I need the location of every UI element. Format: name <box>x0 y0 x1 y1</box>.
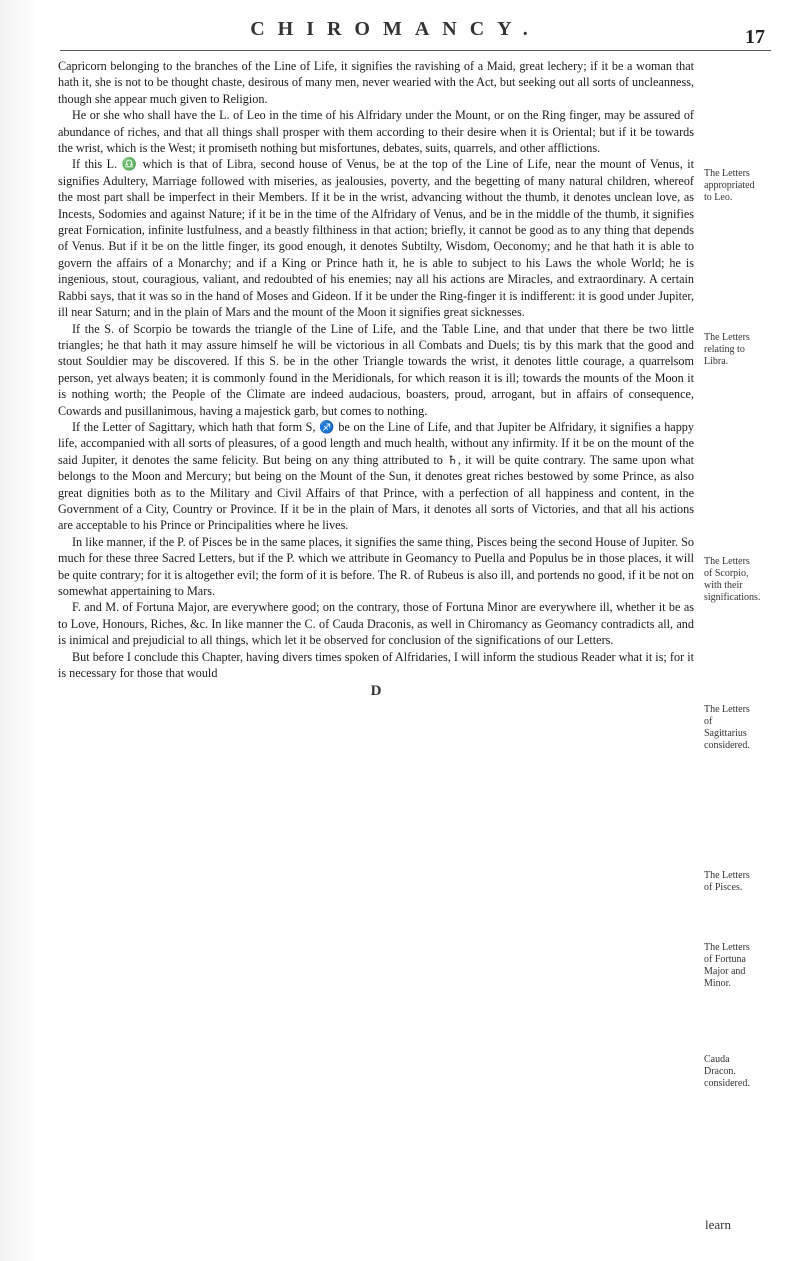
paragraph-pisces: In like manner, if the P. of Pisces be in the same places, it signifies the same thing, Pisces being the second House of Jupiter. So much for these three Sacred Letters, but if the P. which we attribute in Geomancy to Puella and Populus be in those places, it will be quite contrary; for it is altogether evil; the form of it is before. The R. of Rubeus is also ill, and portends no good, if it be not on somewhat appertaining to Mars. <box>58 534 694 598</box>
paragraph-fortuna: F. and M. of Fortuna Major, are everywhere good; on the contrary, those of Fortuna Minor are everywhere ill, whether it be as to Love, Honours, Riches, &c. In like manner the C. of Cauda Draconis, as well in Chiromancy as Geomancy contradicts all, and is inimical and prejudicial to all things, which let it be observed for conclusion of the significations of our Letters. <box>58 600 694 648</box>
margin-note-fortuna: The Letters of Fortuna Major and Minor. <box>704 942 750 989</box>
margin-note-cauda-draconis: Cauda Dracon. considered. <box>704 1054 750 1089</box>
margin-note-libra: The Letters relating to Libra. <box>704 332 750 367</box>
margin-note-leo: The Letters appropriated to Leo. <box>704 168 755 203</box>
signature-mark: D <box>370 683 382 700</box>
catchword: learn <box>705 1217 731 1232</box>
paragraph-capricorn: Capricorn belonging to the branches of the Line of Life, it signifies the ravishing of a Maid, great lechery; if it be a woman that hath it, she is not to be thought chaste, desirous of many men, never wearied with the Act, but seeking out all sorts of uncleanness, though she appear much given to Religion. <box>58 59 694 106</box>
margin-column <box>704 58 761 1090</box>
running-head <box>60 10 771 51</box>
running-title: CHIROMANCY. <box>250 18 541 40</box>
paragraph-libra: If this L. ♎ which is that of Libra, second house of Venus, be at the top of the Line of Life, near the mount of Venus, it signifies Adultery, Marriage followed with miseries, as jealousies, poverty, and the begetting of many natural children, whereof the most part shall be imperfect in their Members. If it be in the wrist, advancing without the thumb, it denotes unclean love, as Incests, Sodomies and against Nature; if it be in the time of the Alfridary of Venus, and be in the middle of the thumb, it signifies great Fornication, infinite lustfulness, and a beastly filthiness in that action; briefly, it cannot be good as to any thing that depends of Venus. But if it be on the little finger, its good enough, it denotes Subtilty, Wisdom, Oeconomy; and he that hath it is able to govern the affairs of a Monarchy; and if a King or Prince hath it, he is able to subject to his Laws the whole World; he is ingenious, stout, couragious, valiant, and redoubted of his enemies; nay all his actions are Miracles, and extraordinary. A certain Rabbi says, that it was so in the hand of Moses and Gideon. If it be under the Ring-finger it is indifferent: it is good under Jupiter, ill near Saturn; and in the plain of Mars and the mount of the Moon it signifies great sicknesses. <box>58 157 694 320</box>
paragraph-scorpio: If the S. of Scorpio be towards the triangle of the Line of Life, and the Table Line, and that under that there be two little triangles; he that hath it may assure himself he will be victorious in all Combats and Duels; tis by this mark that the good and stout Souldier may be discovered. If this S. be in the other Triangle towards the wrist, it denotes little courage, a quarrelsom person, yet always beaten; it is commonly found in the Meridionals, for which reason it is ill; towards the mounts of the Moon it is nothing worth; the People of the Climate are indeed audacious, boasters, proud, arrogant, but in affairs of consequence, Cowards and pusillanimous, having a majestick garb, but comes to nothing. <box>58 321 694 418</box>
margin-note-pisces: The Letters of Pisces. <box>704 870 750 893</box>
paragraph-leo: He or she who shall have the L. of Leo in the time of his Alfridary under the Mount, or on the Ring finger, may be assured of abundance of riches, and that all things shall prosper with them according to their desire when it is Oriental; but if it be towards the wrist, which is the West; it promiseth nothing but misfortunes, debates, suits, quarrels, and other afflictions. <box>58 108 694 156</box>
margin-note-sagittarius: The Letters of Sagittarius considered. <box>704 704 750 751</box>
margin-note-scorpio: The Letters of Scorpio, with their significations. <box>704 556 761 603</box>
paragraph-sagittary: If the Letter of Sagittary, which hath that form S, ♐ be on the Line of Life, and that Jupiter be Alfridary, it signifies a happy life, accompanied with all sorts of pleasures, of a good length and much health, without any infirmity. If it be on the mount of the said Jupiter, it denotes the same felicity. But being on any thing attributed to ♄, it will be quite contrary. The same upon what belongs to the Moon and Mercury; but being on the Mount of the Sun, it denotes great riches bestowed by some Prince, as also great dignities both as to the Military and Civil Affairs of that Prince, with a perfection of all happiness and content, in the Government of a City, Country or Province. If it be in the plain of Mars, it denotes all sorts of Victories, and that all his actions are acceptable to his Prince or Principalities where he lives. <box>58 419 694 533</box>
paragraph-alfridaries: But before I conclude this Chapter, having divers times spoken of Alfridaries, I will inform the studious Reader what it is; for it is necessary for those that would <box>58 649 694 681</box>
text-block <box>58 58 779 1090</box>
main-column <box>58 58 694 1090</box>
page-number: 17 <box>745 26 765 48</box>
